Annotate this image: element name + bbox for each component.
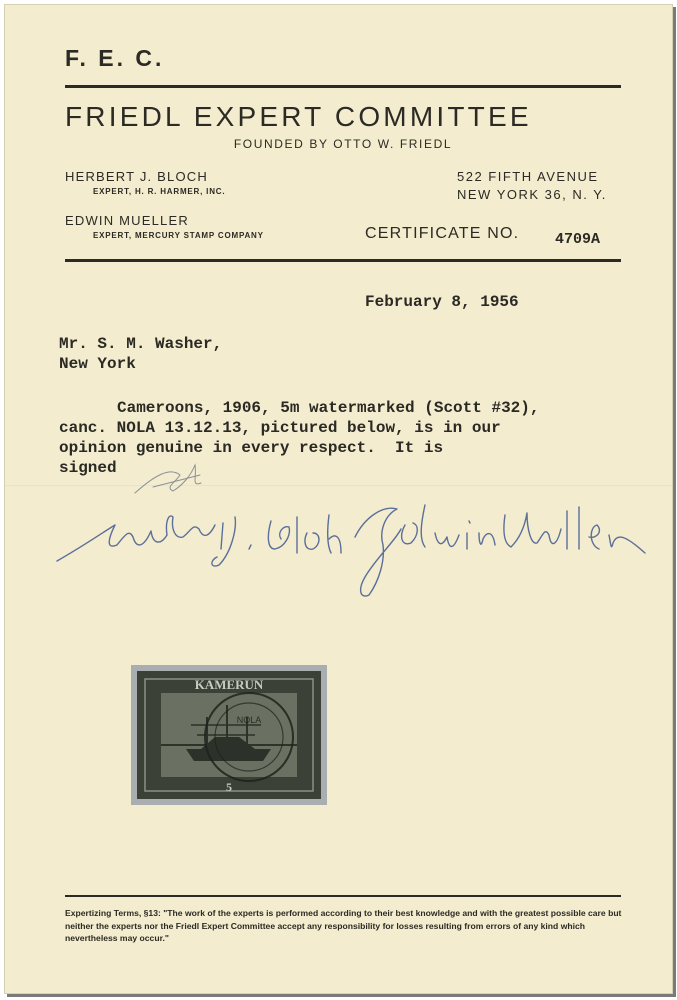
recipient-name: Mr. S. M. Washer, xyxy=(59,335,223,353)
small-pencil-mark xyxy=(135,465,201,493)
certificate-page xyxy=(4,4,673,994)
recipient-city: New York xyxy=(59,355,136,373)
address-line-2: NEW YORK 36, N. Y. xyxy=(457,187,607,202)
certificate-number: 4709A xyxy=(555,231,601,248)
letterhead-title: FRIEDL EXPERT COMMITTEE xyxy=(65,101,532,132)
mueller-signature xyxy=(355,505,645,596)
stamp-value-text: 5 xyxy=(226,780,232,794)
stamp-mount xyxy=(131,665,327,805)
expertizing-terms xyxy=(65,907,625,945)
cancel-text: NOLA xyxy=(236,715,262,725)
letter-date: February 8, 1956 xyxy=(365,293,519,311)
founded-line: FOUNDED BY OTTO W. FRIEDL xyxy=(233,137,453,151)
terms-text: Expertizing Terms, §13: "The work of the experts is performed according to their best knowledge and with the greatest possible care but neither the experts nor the Friedl Expert Committee accept any responsibility for losses resulting from errors of any kind which nevertheless may occur." xyxy=(65,908,622,943)
address-line-1: 522 FIFTH AVENUE xyxy=(457,169,599,184)
expert-name-1: HERBERT J. BLOCH xyxy=(65,169,208,184)
body-line-3: opinion genuine in every respect. It is xyxy=(59,439,444,457)
body-line-4: signed xyxy=(59,459,117,477)
letterhead-abbreviation: F. E. C. xyxy=(65,45,165,71)
expert-name-2: EDWIN MUELLER xyxy=(65,213,189,228)
bloch-signature xyxy=(57,515,341,566)
expert-affiliation-2: EXPERT, MERCURY STAMP COMPANY xyxy=(93,231,264,240)
body-line-2: canc. NOLA 13.12.13, pictured below, is in our xyxy=(59,419,501,437)
handwritten-signatures xyxy=(5,5,672,645)
certificate-label: CERTIFICATE NO. xyxy=(365,225,520,242)
footer-rule xyxy=(65,895,621,897)
expert-affiliation-1: EXPERT, H. R. HARMER, INC. xyxy=(93,187,226,196)
body-line-1: Cameroons, 1906, 5m watermarked (Scott #32), xyxy=(117,399,540,417)
stamp-country-text: KAMERUN xyxy=(194,677,264,692)
cameroon-5m-stamp xyxy=(131,665,327,805)
